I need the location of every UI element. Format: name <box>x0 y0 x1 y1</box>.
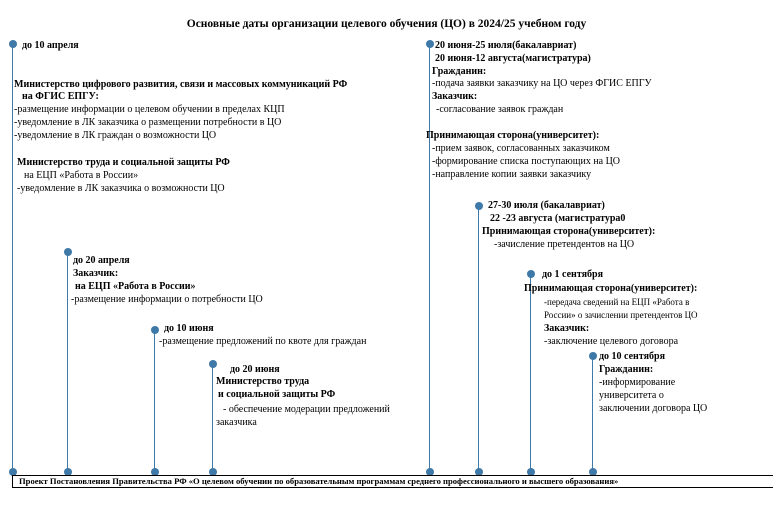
milestone-1-line-8: -уведомление в ЛК заказчика о возможности ЦО <box>17 183 225 194</box>
timeline-line-7 <box>530 274 531 474</box>
milestone-5-line-7: -формирование списка поступающих на ЦО <box>432 156 620 167</box>
milestone-7-line-5: -заключение целевого договора <box>544 336 679 347</box>
milestone-7-line-2: -передача сведений на ЕЦП «Работа в <box>544 297 690 307</box>
milestone-5-line-4: -согласование заявок граждан <box>436 104 564 115</box>
milestone-1-line-7: на ЕЦП «Работа в России» <box>24 170 139 181</box>
milestone-5-date: 20 июня-25 июля(бакалавриат) <box>435 40 577 51</box>
footer-box: Проект Постановления Правительства РФ «О целевом обучении по образовательным программам среднего профессионального и высшего образования» <box>12 475 773 488</box>
milestone-1-line-5: -уведомление в ЛК граждан о возможности ЦО <box>14 130 217 141</box>
milestone-7-line-1: Принимающая сторона(университет): <box>524 283 698 294</box>
milestone-8-line-3: университета о <box>599 390 664 401</box>
milestone-1-date: до 10 апреля <box>22 40 79 51</box>
timeline-line-5 <box>429 44 430 474</box>
milestone-7-line-4: Заказчик: <box>544 323 590 334</box>
milestone-1-line-4: -уведомление в ЛК заказчика о размещении потребности в ЦО <box>14 117 282 128</box>
milestone-2-line-3: -размещение информации о потребности ЦО <box>71 294 263 305</box>
milestone-5-line-2: -подача заявки заказчику на ЦО через ФГИС ЕПГУ <box>432 78 652 89</box>
milestone-7-line-3: России» о зачислении претендентов ЦО <box>544 310 698 320</box>
milestone-4-line-3: - обеспечение модерации предложений <box>223 404 390 415</box>
milestone-5-line-5: Принимающая сторона(университет): <box>426 130 600 141</box>
milestone-5-line-6: -прием заявок, согласованных заказчиком <box>432 143 610 154</box>
timeline-line-2 <box>67 252 68 474</box>
timeline-line-6 <box>478 206 479 474</box>
timeline-dot-5-top <box>426 40 434 48</box>
milestone-6-line-2: -зачисление претендентов на ЦО <box>494 239 635 250</box>
milestone-2-line-1: Заказчик: <box>73 268 119 279</box>
milestone-7-date: до 1 сентября <box>542 269 603 280</box>
milestone-1-line-2: на ФГИС ЕПГУ: <box>22 91 99 102</box>
milestone-3-date: до 10 июня <box>164 323 214 334</box>
timeline-dot-2-top <box>64 248 72 256</box>
milestone-3-line-1: -размещение предложений по квоте для граждан <box>159 336 367 347</box>
milestone-6-line-1: Принимающая сторона(университет): <box>482 226 656 237</box>
timeline-dot-3-top <box>151 326 159 334</box>
timeline-line-8 <box>592 356 593 474</box>
milestone-5-line-8: -направление копии заявки заказчику <box>432 169 592 180</box>
milestone-8-line-2: -информирование <box>599 377 676 388</box>
timeline-dot-6-top <box>475 202 483 210</box>
milestone-1-line-1: Министерство цифрового развития, связи и массовых коммуникаций РФ <box>14 79 348 90</box>
milestone-6-date-2: 22 -23 августа (магистратура0 <box>490 213 626 224</box>
timeline-line-3 <box>154 330 155 474</box>
milestone-4-line-4: заказчика <box>216 417 257 428</box>
milestone-1-line-6: Министерство труда и социальной защиты РФ <box>17 157 230 168</box>
milestone-4-line-2: и социальной защиты РФ <box>218 389 336 400</box>
milestone-1-line-3: -размещение информации о целевом обучении в пределах КЦП <box>14 104 285 115</box>
milestone-5-line-1: Гражданин: <box>432 66 487 77</box>
timeline-dot-8-top <box>589 352 597 360</box>
timeline-dot-4-top <box>209 360 217 368</box>
timeline-dot-7-top <box>527 270 535 278</box>
milestone-8-line-1: Гражданин: <box>599 364 654 375</box>
diagram-title: Основные даты организации целевого обучения (ЦО) в 2024/25 учебном году <box>186 18 587 30</box>
milestone-5-line-3: Заказчик: <box>432 91 478 102</box>
milestone-8-line-4: заключении договора ЦО <box>599 403 708 414</box>
milestone-4-line-1: Министерство труда <box>216 376 310 387</box>
milestone-5-date-2: 20 июня-12 августа(магистратура) <box>435 53 591 64</box>
milestone-6-date: 27-30 июля (бакалавриат) <box>488 200 605 211</box>
milestone-2-line-2: на ЕЦП «Работа в России» <box>75 281 196 292</box>
milestone-4-date: до 20 июня <box>230 364 280 375</box>
milestone-8-date: до 10 сентября <box>599 351 665 362</box>
timeline-line-4 <box>212 364 213 474</box>
milestone-2-date: до 20 апреля <box>73 255 130 266</box>
timeline-dot-1-top <box>9 40 17 48</box>
